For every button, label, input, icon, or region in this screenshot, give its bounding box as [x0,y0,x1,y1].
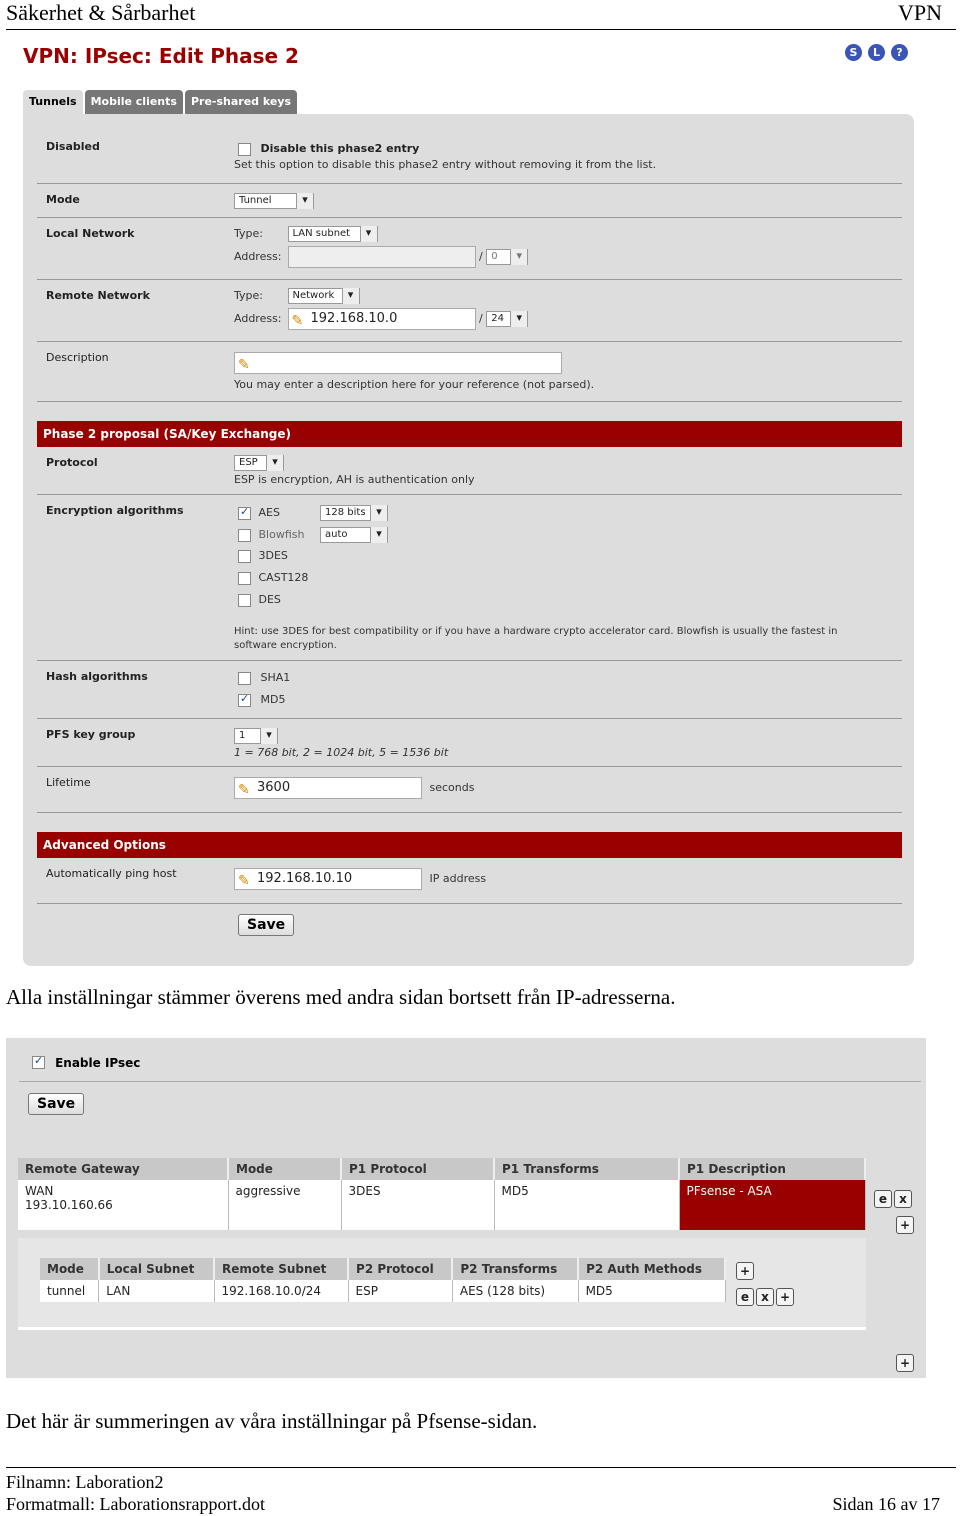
col-p2-mode: Mode [40,1258,99,1280]
sha1-label: SHA1 [260,671,291,684]
save-button[interactable]: Save [28,1093,84,1115]
col-p2-auth-methods: P2 Auth Methods [578,1258,725,1280]
delete-phase1-icon[interactable]: x [894,1190,912,1208]
des-checkbox[interactable] [238,594,251,607]
help-icons [845,44,908,61]
add-phase1-icon[interactable]: + [896,1354,914,1372]
help-icon[interactable]: ? [891,44,908,61]
p2-auth-methods: MD5 [578,1280,725,1302]
aes-bits-select[interactable]: 128 bits ▾ [320,505,388,521]
p2-remote-subnet: 192.168.10.0/24 [214,1280,348,1302]
add-phase2-entry-icon[interactable]: + [736,1262,754,1280]
col-p1-transforms: P1 Transforms [494,1158,679,1180]
remote-slash: / [479,312,483,325]
row-lifetime [37,767,902,813]
protocol-label: Protocol [46,456,98,469]
p1-mode: aggressive [228,1180,341,1230]
disable-checkbox-label: Disable this phase2 entry [260,142,420,155]
md5-checkbox[interactable] [238,694,251,707]
col-p2-transforms: P2 Transforms [452,1258,578,1280]
col-local-subnet: Local Subnet [99,1258,214,1280]
local-network-label: Local Network [46,227,135,240]
row-local-network [37,218,902,280]
row-remote-network [37,280,902,342]
row-ping-host [37,858,902,904]
p1-description: PFsense - ASA [679,1180,865,1230]
disable-hint: Set this option to disable this phase2 entry without removing it from the list. [234,157,657,171]
ping-host-label: Automatically ping host [46,867,177,880]
pfs-select[interactable]: 1 ▾ [234,728,278,744]
pfs-hint: 1 = 768 bit, 2 = 1024 bit, 5 = 1536 bit [234,746,449,759]
cast128-checkbox[interactable] [238,572,251,585]
encryption-label: Encryption algorithms [46,504,184,517]
mode-select[interactable]: Tunnel ▾ [234,193,314,209]
p1-protocol: 3DES [341,1180,494,1230]
remote-type-select[interactable]: Network ▾ [288,288,360,304]
phase1-table [18,1158,866,1230]
remote-address-input[interactable] [288,308,476,330]
delete-phase2-icon[interactable]: x [756,1288,774,1306]
row-pfs [37,719,902,767]
tab-mobile-clients[interactable]: Mobile clients [85,90,183,114]
local-slash: / [479,250,483,263]
edit-panel [23,114,914,966]
pfs-label: PFS key group [46,728,136,741]
hash-label: Hash algorithms [46,670,148,683]
local-type-select[interactable]: LAN subnet ▾ [288,226,378,242]
row-mode [37,184,902,218]
tab-tunnels[interactable]: Tunnels [23,90,83,114]
document-header [6,0,956,30]
row-hash [37,661,902,719]
footer-filename: Filnamn: Laboration2 [6,1472,164,1492]
des-label: DES [258,593,281,606]
footer-template: Formatmall: Laborationsrapport.dot [6,1494,265,1514]
edit-phase2-icon[interactable]: e [736,1288,754,1306]
remote-address-label: Address: [234,312,282,325]
footer-page-number: Sidan 16 av 17 [832,1494,940,1514]
col-p1-description: P1 Description [679,1158,865,1180]
col-mode: Mode [228,1158,341,1180]
pencil-icon: ✎ [238,873,250,889]
enable-ipsec-label: Enable IPsec [55,1056,141,1070]
remote-network-label: Remote Network [46,289,150,302]
pencil-icon: ✎ [238,357,250,373]
p2-local-subnet: LAN [99,1280,214,1302]
gateway-ip: 193.10.160.66 [25,1198,113,1212]
p2-transforms: AES (128 bits) [452,1280,578,1302]
phase2-proposal-header: Phase 2 proposal (SA/Key Exchange) [37,421,902,447]
table-row[interactable] [40,1280,725,1302]
remote-type-label: Type: [234,289,263,302]
header-course-title: Säkerhet & Sårbarhet [6,0,196,25]
page-title: VPN: IPsec: Edit Phase 2 [23,44,299,68]
col-p1-protocol: P1 Protocol [341,1158,494,1180]
remote-address-value: 192.168.10.0 [310,311,398,326]
ping-host-unit: IP address [429,872,487,885]
advanced-options-header: Advanced Options [37,832,902,858]
phase2-screenshot [6,34,926,974]
enable-ipsec-checkbox[interactable] [32,1056,45,1069]
local-type-label: Type: [234,227,263,240]
row-description [37,342,902,402]
local-address-input[interactable] [288,246,476,268]
encryption-hint: Hint: use 3DES for best compatibility or if you have a hardware crypto accelerator card. Blowfish is usually the fastest in software encryption. [234,626,838,651]
col-remote-gateway: Remote Gateway [18,1158,228,1180]
copy-phase2-icon[interactable]: + [776,1288,794,1306]
protocol-hint: ESP is encryption, AH is authentication only [234,473,475,486]
p1-transforms: MD5 [494,1180,679,1230]
3des-checkbox[interactable] [238,550,251,563]
status-icon[interactable]: S [845,44,862,61]
description-input[interactable] [234,352,562,374]
log-icon[interactable]: L [868,44,885,61]
ping-host-input[interactable]: ✎ 192.168.10.10 [234,868,422,890]
col-p2-protocol: P2 Protocol [348,1258,452,1280]
row-protocol [37,447,902,495]
table-row[interactable] [18,1180,865,1230]
aes-label: AES [258,506,280,519]
md5-label: MD5 [260,693,286,706]
edit-phase1-icon[interactable]: e [874,1190,892,1208]
pencil-icon: ✎ [238,782,250,798]
p2-protocol: ESP [348,1280,452,1302]
tab-bar [23,90,297,114]
col-remote-subnet: Remote Subnet [214,1258,348,1280]
blowfish-label: Blowfish [258,528,305,541]
lifetime-unit: seconds [429,781,475,794]
aes-checkbox[interactable] [238,507,251,520]
pencil-icon: ✎ [291,313,304,329]
sha1-checkbox[interactable] [238,672,251,685]
local-address-label: Address: [234,250,282,263]
description-hint: You may enter a description here for your reference (not parsed). [234,378,595,391]
mode-label: Mode [46,193,80,206]
lifetime-label: Lifetime [46,776,91,789]
remote-mask-select[interactable]: 24 ▾ [486,311,528,327]
gateway-interface: WAN [25,1184,54,1198]
disable-checkbox[interactable] [238,143,251,156]
add-phase2-icon[interactable]: + [896,1216,914,1234]
row-disabled [37,130,902,184]
blowfish-bits-select[interactable]: auto ▾ [320,527,388,543]
ipsec-summary-screenshot [6,1038,926,1378]
document-footer [6,1467,956,1515]
tab-pre-shared-keys[interactable]: Pre-shared keys [185,90,297,114]
phase2-table [40,1258,726,1302]
p2-mode: tunnel [40,1280,99,1302]
local-mask-select[interactable]: 0 ▾ [486,249,528,265]
lifetime-input[interactable]: ✎ 3600 [234,777,422,799]
blowfish-checkbox[interactable] [238,529,251,542]
row-encryption [37,495,902,661]
caption-summary: Det här är summeringen av våra inställningar på Pfsense-sidan. [6,1409,538,1433]
disabled-label: Disabled [46,140,100,153]
caption-phase2: Alla inställningar stämmer överens med andra sidan bortsett från IP-adresserna. [6,985,676,1009]
header-topic: VPN [897,0,942,25]
description-label: Description [46,351,109,364]
protocol-select[interactable]: ESP ▾ [234,455,284,471]
save-button[interactable]: Save [238,914,294,936]
3des-label: 3DES [258,549,288,562]
cast128-label: CAST128 [258,571,309,584]
